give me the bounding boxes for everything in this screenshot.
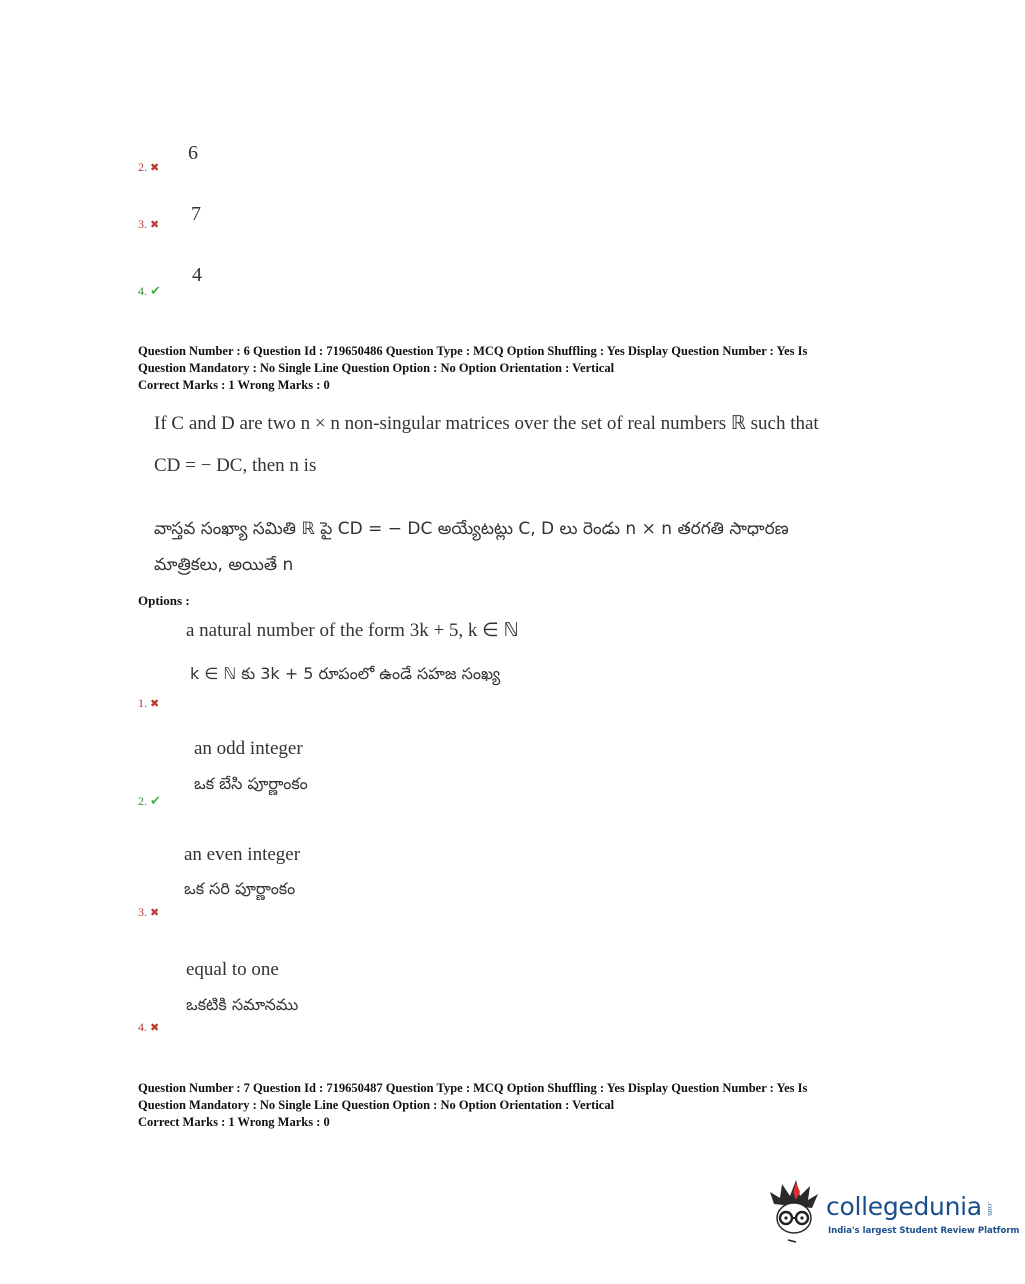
prev-option-4-label: 4.: [138, 284, 147, 298]
option-3-en: an even integer: [184, 844, 301, 865]
prev-option-2-label: 2.: [138, 160, 147, 174]
logo-wordmark: collegedunia: [826, 1192, 982, 1221]
question-6-text-en-line1: If C and D are two n × n non-singular matrices over the set of real numbers ℝ such that: [154, 413, 819, 434]
prev-option-4-value: 4: [192, 264, 202, 286]
options-label: Options :: [138, 593, 190, 608]
question-7-meta: [138, 1080, 807, 1131]
option-2-en: an odd integer: [194, 738, 303, 759]
logo-tagline: India's largest Student Review Platform: [828, 1226, 1020, 1236]
question-6-text-te-line1: వాస్తవ సంఖ్యా సమితి ℝ పై CD = − DC అయ్యేటట్లు C, D లు రెండు n × n తరగతి సాధారణ: [154, 519, 789, 539]
option-2-te: ఒక బేసి పూర్ణాంకం: [194, 774, 308, 793]
prev-option-3-label: 3.: [138, 217, 147, 231]
prev-option-4-number: [138, 284, 161, 299]
option-4-en: equal to one: [186, 959, 279, 980]
check-mark-icon: ✔: [150, 284, 161, 299]
mascot-icon: [766, 1178, 828, 1248]
question-6-meta-line1: Question Number : 6 Question Id : 719650486 Question Type : MCQ Option Shuffling : Yes Display Question Number : Yes Is: [138, 344, 808, 358]
question-7-meta-line3: Correct Marks : 1 Wrong Marks : 0: [138, 1115, 330, 1129]
cross-mark-icon: ✖: [150, 161, 160, 174]
cross-mark-icon: ✖: [150, 218, 160, 231]
option-3-number: [138, 905, 159, 920]
question-6-meta-line3: Correct Marks : 1 Wrong Marks : 0: [138, 378, 330, 392]
cross-mark-icon: ✖: [150, 906, 160, 919]
question-6-meta: [138, 343, 807, 394]
prev-option-2-number: [138, 160, 159, 175]
collegedunia-logo: [766, 1178, 1020, 1248]
cross-mark-icon: ✖: [150, 1021, 160, 1034]
prev-option-3-value: 7: [191, 203, 201, 225]
option-2-label: 2.: [138, 794, 147, 808]
option-2-number: [138, 794, 161, 809]
prev-option-3-number: [138, 217, 159, 232]
question-7-meta-line2: Question Mandatory : No Single Line Question Option : No Option Orientation : Vertical: [138, 1098, 615, 1112]
option-3-te: ఒక సరి పూర్ణాంకం: [184, 879, 296, 898]
option-1-label: 1.: [138, 696, 147, 710]
option-4-label: 4.: [138, 1020, 147, 1034]
option-3-label: 3.: [138, 905, 147, 919]
logo-suffix: .com: [986, 1202, 994, 1216]
cross-mark-icon: ✖: [150, 697, 160, 710]
option-1-te: k ∈ ℕ కు 3k + 5 రూపంలో ఉండే సహజ సంఖ్య: [190, 664, 501, 683]
option-1-number: [138, 696, 159, 711]
option-4-te: ఒకటికి సమానము: [186, 995, 299, 1014]
prev-option-2-value: 6: [188, 142, 198, 164]
question-6-text-en-line2: CD = − DC, then n is: [154, 455, 317, 476]
check-mark-icon: ✔: [150, 794, 161, 809]
option-1-en: a natural number of the form 3k + 5, k ∈ ℕ: [186, 620, 519, 641]
question-6-text-te-line2: మాత్రికలు, అయితే n: [154, 555, 294, 575]
option-4-number: [138, 1020, 159, 1035]
question-7-meta-line1: Question Number : 7 Question Id : 719650487 Question Type : MCQ Option Shuffling : Yes Display Question Number : Yes Is: [138, 1081, 808, 1095]
question-6-meta-line2: Question Mandatory : No Single Line Question Option : No Option Orientation : Vertical: [138, 361, 615, 375]
